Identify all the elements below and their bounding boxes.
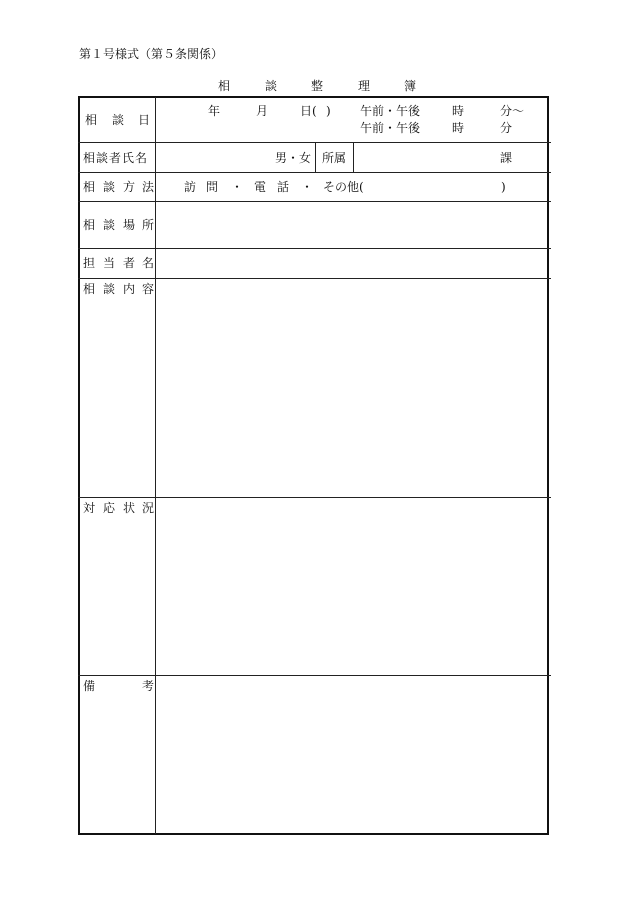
title-char-4: 理 bbox=[358, 79, 371, 93]
label-column-divider bbox=[155, 97, 156, 834]
place-label-char-4: 所 bbox=[142, 218, 155, 232]
staff-label-char-2: 当 bbox=[103, 256, 116, 270]
ampm-end: 午前・午後 bbox=[360, 121, 421, 135]
response-label-char-3: 状 bbox=[123, 501, 136, 515]
day-unit: 日( bbox=[300, 104, 317, 118]
row-divider bbox=[78, 201, 551, 202]
client-name-label: 相談者氏名 bbox=[83, 151, 149, 165]
method-phone-char-1: 電 bbox=[254, 180, 267, 194]
date-label-char-1: 相 bbox=[85, 113, 98, 127]
method-visit-char-2: 問 bbox=[206, 180, 219, 194]
method-visit-char-1: 訪 bbox=[184, 180, 197, 194]
ampm-start: 午前・午後 bbox=[360, 104, 421, 118]
content-label-char-3: 内 bbox=[123, 282, 136, 296]
consultation-form-table bbox=[78, 96, 549, 835]
method-label-char-3: 方 bbox=[123, 180, 136, 194]
method-separator: ・ bbox=[301, 180, 314, 194]
row-divider bbox=[78, 675, 551, 676]
place-label-char-2: 談 bbox=[103, 218, 116, 232]
method-phone-char-2: 話 bbox=[277, 180, 290, 194]
month-unit: 月 bbox=[256, 104, 269, 118]
gender-divider bbox=[315, 142, 316, 172]
staff-label-char-4: 名 bbox=[142, 256, 155, 270]
method-label-char-1: 相 bbox=[83, 180, 96, 194]
response-label-char-2: 応 bbox=[103, 501, 116, 515]
remarks-label-char-1: 備 bbox=[83, 679, 96, 693]
staff-label-char-1: 担 bbox=[83, 256, 96, 270]
year-unit: 年 bbox=[208, 104, 221, 118]
date-label-char-3: 日 bbox=[138, 113, 151, 127]
affiliation-label: 所属 bbox=[322, 151, 347, 165]
place-label-char-3: 場 bbox=[123, 218, 136, 232]
response-label-char-4: 況 bbox=[142, 501, 155, 515]
affiliation-divider bbox=[353, 142, 354, 172]
date-label-char-2: 談 bbox=[112, 113, 125, 127]
hour-end: 時 bbox=[452, 121, 465, 135]
method-other-close: ) bbox=[501, 180, 506, 194]
content-label-char-4: 容 bbox=[142, 282, 155, 296]
title-char-1: 相 bbox=[218, 79, 231, 93]
minute-end: 分 bbox=[500, 121, 513, 135]
remarks-label-char-2: 考 bbox=[142, 679, 155, 693]
row-divider bbox=[78, 278, 551, 279]
minute-start: 分～ bbox=[500, 104, 525, 118]
method-label-char-2: 談 bbox=[103, 180, 116, 194]
hour-start: 時 bbox=[452, 104, 465, 118]
section-suffix: 課 bbox=[500, 151, 513, 165]
form-number-note: 第１号様式（第５条関係） bbox=[79, 47, 224, 61]
row-divider bbox=[78, 248, 551, 249]
method-other: その他( bbox=[323, 180, 364, 194]
staff-label-char-3: 者 bbox=[123, 256, 136, 270]
place-label-char-1: 相 bbox=[83, 218, 96, 232]
weekday-close: ) bbox=[326, 104, 331, 118]
content-label-char-2: 談 bbox=[103, 282, 116, 296]
method-separator: ・ bbox=[231, 180, 244, 194]
row-divider bbox=[78, 172, 551, 173]
content-label-char-1: 相 bbox=[83, 282, 96, 296]
gender-options: 男・女 bbox=[275, 151, 312, 165]
response-label-char-1: 対 bbox=[83, 501, 96, 515]
row-divider bbox=[78, 497, 551, 498]
title-char-3: 整 bbox=[311, 79, 324, 93]
title-char-2: 談 bbox=[265, 79, 278, 93]
method-label-char-4: 法 bbox=[142, 180, 155, 194]
title-char-5: 簿 bbox=[404, 79, 417, 93]
